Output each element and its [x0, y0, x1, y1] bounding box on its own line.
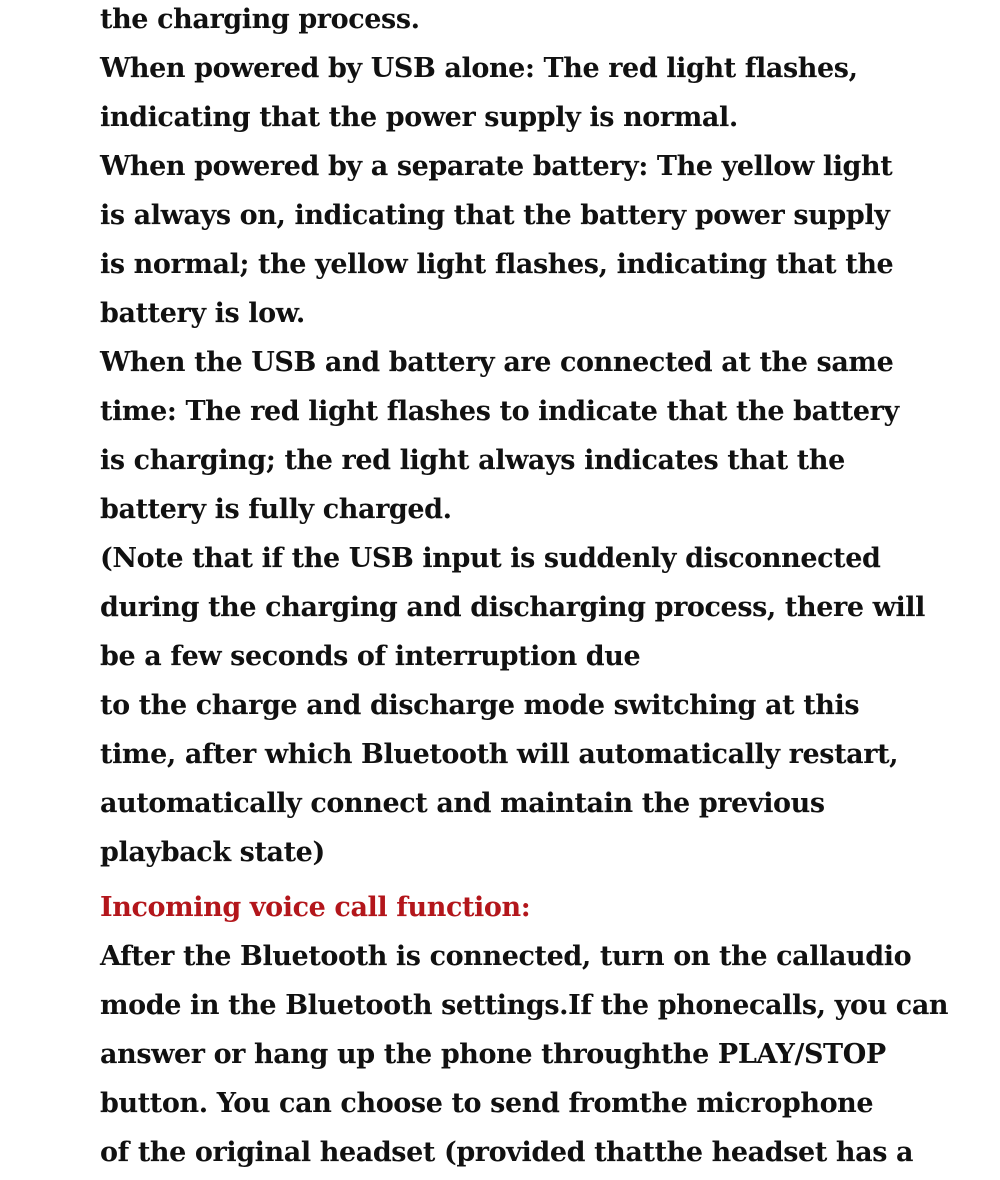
text-line: is always on, indicating that the battery power supply	[100, 200, 890, 231]
text-line: battery is low.	[100, 298, 305, 329]
text-line: during the charging and discharging process, there will	[100, 592, 926, 623]
text-line: After the Bluetooth is connected, turn on the callaudio	[100, 941, 912, 972]
text-line: is charging; the red light always indicates that the	[100, 445, 845, 476]
text-line: the charging process.	[100, 4, 420, 35]
text-line: to the charge and discharge mode switching at this	[100, 690, 860, 721]
text-line: button. You can choose to send fromthe microphone	[100, 1088, 874, 1119]
text-line: (Note that if the USB input is suddenly disconnected	[100, 543, 881, 574]
section-heading: Incoming voice call function:	[100, 892, 531, 923]
text-line: When powered by USB alone: The red light flashes,	[100, 53, 858, 84]
text-line: be a few seconds of interruption due	[100, 641, 641, 672]
text-line: time: The red light flashes to indicate that the battery	[100, 396, 899, 427]
text-line: When powered by a separate battery: The yellow light	[100, 151, 893, 182]
text-line: playback state)	[100, 837, 325, 868]
text-line: time, after which Bluetooth will automatically restart,	[100, 739, 899, 770]
text-line: indicating that the power supply is normal.	[100, 102, 738, 133]
text-line: automatically connect and maintain the previous	[100, 788, 825, 819]
text-line: battery is fully charged.	[100, 494, 452, 525]
text-line: is normal; the yellow light flashes, indicating that the	[100, 249, 894, 280]
text-line: of the original headset (provided thatthe headset has a	[100, 1137, 914, 1168]
text-line: When the USB and battery are connected at the same	[100, 347, 894, 378]
text-line: mode in the Bluetooth settings.If the phonecalls, you can	[100, 990, 949, 1021]
text-line: answer or hang up the phone throughthe PLAY/STOP	[100, 1039, 886, 1070]
